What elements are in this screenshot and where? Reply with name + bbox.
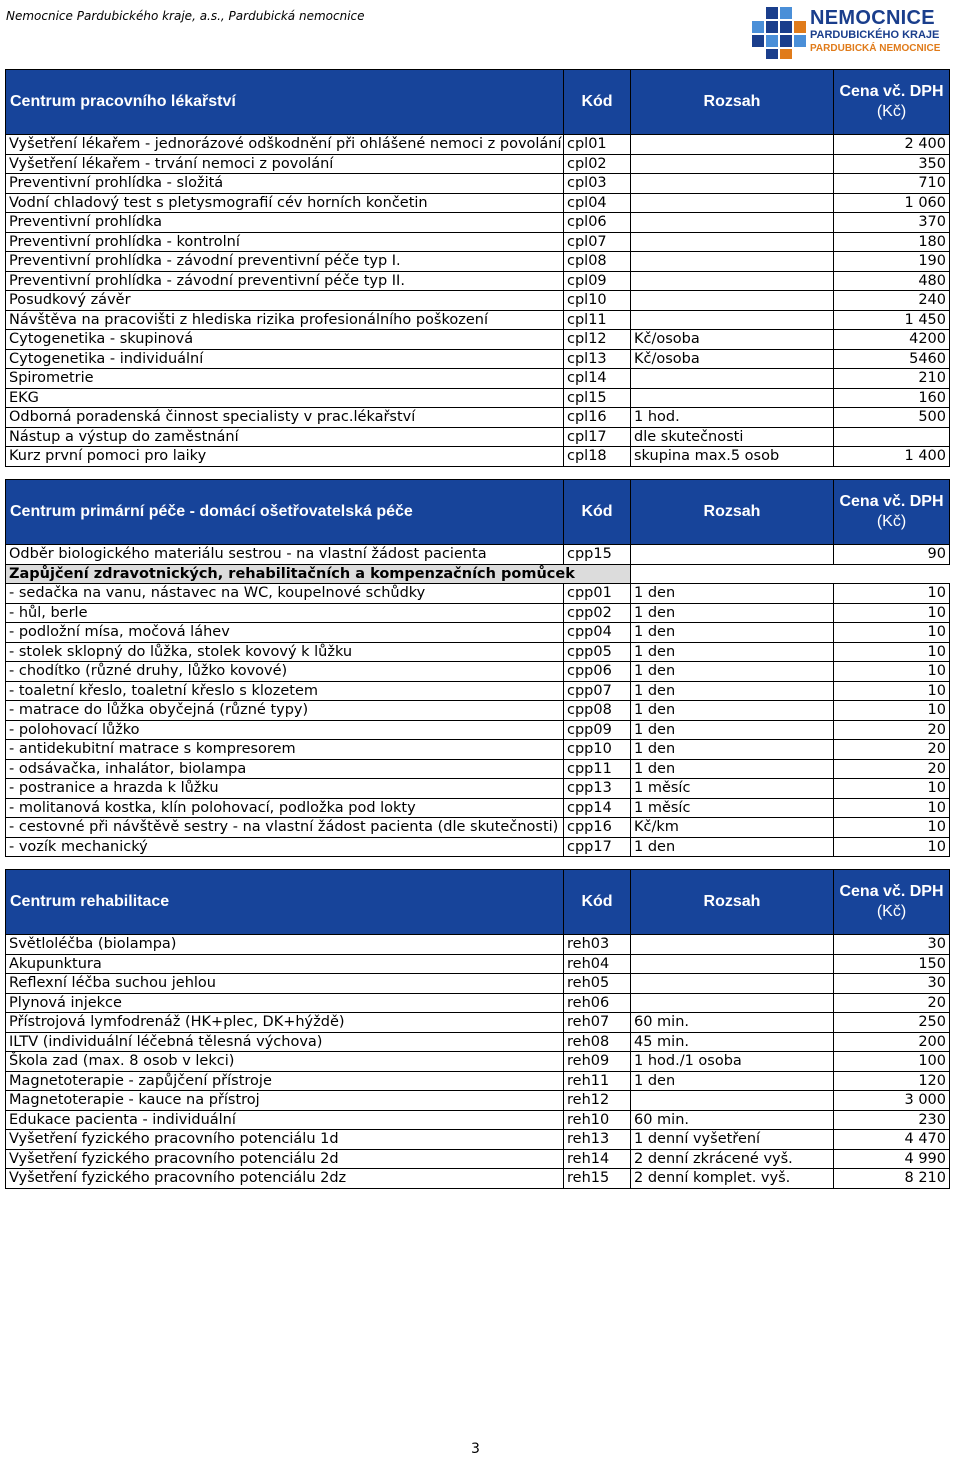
service-name: Vodní chladový test s pletysmografií cév horních končetin	[6, 193, 564, 213]
table-row	[6, 174, 950, 194]
table-header	[6, 480, 950, 545]
column-header-price: Cena vč. DPH (Kč)	[834, 870, 950, 935]
service-price: 4200	[834, 330, 950, 350]
service-name: Spirometrie	[6, 369, 564, 389]
service-price: 350	[834, 154, 950, 174]
service-name: Škola zad (max. 8 osob v lekci)	[6, 1052, 564, 1072]
service-range: Kč/osoba	[631, 349, 834, 369]
service-price: 4 990	[834, 1149, 950, 1169]
service-name: - vozík mechanický	[6, 837, 564, 857]
subheading: Zapůjčení zdravotnických, rehabilitačních a kompenzačních pomůcek	[6, 564, 631, 584]
table-row	[6, 408, 950, 428]
logo-subtitle-2: PARDUBICKÁ NEMOCNICE	[810, 43, 941, 54]
service-price	[834, 427, 950, 447]
service-name: Odborná poradenská činnost specialisty v prac.lékařství	[6, 408, 564, 428]
service-price: 240	[834, 291, 950, 311]
service-price: 120	[834, 1071, 950, 1091]
service-range	[631, 154, 834, 174]
service-code: cpl14	[564, 369, 631, 389]
service-price: 100	[834, 1052, 950, 1072]
table-row	[6, 642, 950, 662]
service-code: cpp09	[564, 720, 631, 740]
service-range	[631, 193, 834, 213]
table-row	[6, 291, 950, 311]
service-name: Světloléčba (biolampa)	[6, 935, 564, 955]
table-row	[6, 740, 950, 760]
table-row	[6, 837, 950, 857]
service-code: cpl15	[564, 388, 631, 408]
service-code: cpl16	[564, 408, 631, 428]
service-code: reh10	[564, 1110, 631, 1130]
service-price: 10	[834, 779, 950, 799]
service-name: - odsávačka, inhalátor, biolampa	[6, 759, 564, 779]
service-code: cpp05	[564, 642, 631, 662]
logo-title: NEMOCNICE	[810, 7, 935, 29]
table-row	[6, 1091, 950, 1111]
table-row	[6, 310, 950, 330]
service-price: 20	[834, 993, 950, 1013]
service-code: cpl02	[564, 154, 631, 174]
service-price: 10	[834, 818, 950, 838]
service-range: 1 den	[631, 584, 834, 604]
service-name: Vyšetření fyzického pracovního potenciálu 2d	[6, 1149, 564, 1169]
service-code: reh12	[564, 1091, 631, 1111]
service-range: 1 den	[631, 603, 834, 623]
service-code: cpl18	[564, 447, 631, 467]
table-row	[6, 818, 950, 838]
service-name: Reflexní léčba suchou jehlou	[6, 974, 564, 994]
table-row	[6, 662, 950, 682]
service-name: Magnetoterapie - zapůjčení přístroje	[6, 1071, 564, 1091]
section-title: Centrum pracovního lékařství	[6, 70, 564, 135]
service-range: 1 den	[631, 740, 834, 760]
service-range	[631, 369, 834, 389]
service-name: Vyšetření fyzického pracovního potenciálu 2dz	[6, 1169, 564, 1189]
service-code: cpl04	[564, 193, 631, 213]
table-row	[6, 135, 950, 155]
service-range: 1 den	[631, 701, 834, 721]
service-name: Preventivní prohlídka	[6, 213, 564, 233]
subheading-row	[6, 564, 950, 584]
price-table-occupational-medicine	[5, 69, 950, 467]
service-range: 1 denní vyšetření	[631, 1130, 834, 1150]
service-code: reh06	[564, 993, 631, 1013]
service-price: 500	[834, 408, 950, 428]
service-code: cpp07	[564, 681, 631, 701]
service-code: cpl07	[564, 232, 631, 252]
service-range: 1 den	[631, 720, 834, 740]
service-code: cpl11	[564, 310, 631, 330]
table-row	[6, 1071, 950, 1091]
table-row	[6, 720, 950, 740]
service-code: reh09	[564, 1052, 631, 1072]
service-name: Nástup a výstup do zaměstnání	[6, 427, 564, 447]
table-row	[6, 1169, 950, 1189]
service-price: 250	[834, 1013, 950, 1033]
column-header-price: Cena vč. DPH (Kč)	[834, 480, 950, 545]
service-name: - podložní mísa, močová láhev	[6, 623, 564, 643]
service-price: 4 470	[834, 1130, 950, 1150]
service-price: 150	[834, 954, 950, 974]
service-code: cpl12	[564, 330, 631, 350]
service-code: cpp08	[564, 701, 631, 721]
service-price: 2 400	[834, 135, 950, 155]
service-name: Plynová injekce	[6, 993, 564, 1013]
service-name: Preventivní prohlídka - závodní preventivní péče typ I.	[6, 252, 564, 272]
table-row	[6, 1110, 950, 1130]
service-price: 30	[834, 935, 950, 955]
table-row	[6, 427, 950, 447]
service-price: 1 400	[834, 447, 950, 467]
service-range: 1 hod.	[631, 408, 834, 428]
service-range	[631, 252, 834, 272]
service-code: reh11	[564, 1071, 631, 1091]
service-name: - chodítko (různé druhy, lůžko kovové)	[6, 662, 564, 682]
service-price: 1 060	[834, 193, 950, 213]
hospital-logo	[748, 5, 958, 61]
service-price: 200	[834, 1032, 950, 1052]
service-price: 10	[834, 837, 950, 857]
service-name: Návštěva na pracovišti z hlediska rizika profesionálního poškození	[6, 310, 564, 330]
table-row	[6, 779, 950, 799]
service-code: cpp11	[564, 759, 631, 779]
service-name: Kurz první pomoci pro laiky	[6, 447, 564, 467]
logo-subtitle: PARDUBICKÉHO KRAJE	[810, 29, 940, 41]
column-header-price: Cena vč. DPH (Kč)	[834, 70, 950, 135]
service-code: cpp14	[564, 798, 631, 818]
service-code: reh13	[564, 1130, 631, 1150]
table-row	[6, 1013, 950, 1033]
service-name: Vyšetření lékařem - jednorázové odškodnění při ohlášené nemoci z povolání	[6, 135, 564, 155]
service-code: cpl17	[564, 427, 631, 447]
service-code: cpp13	[564, 779, 631, 799]
service-name: Vyšetření lékařem - trvání nemoci z povolání	[6, 154, 564, 174]
service-code: cpp01	[564, 584, 631, 604]
column-header-code: Kód	[564, 480, 631, 545]
service-code: cpl09	[564, 271, 631, 291]
service-price: 10	[834, 623, 950, 643]
table-row	[6, 954, 950, 974]
table-row: Odběr biologického materiálu sestrou - na vlastní žádost pacienta cpp15 90	[6, 545, 950, 565]
service-price: 20	[834, 740, 950, 760]
service-range: 2 denní komplet. vyš.	[631, 1169, 834, 1189]
service-price: 10	[834, 603, 950, 623]
column-header-range: Rozsah	[631, 70, 834, 135]
service-code: reh15	[564, 1169, 631, 1189]
service-code: cpl08	[564, 252, 631, 272]
service-range: 1 měsíc	[631, 798, 834, 818]
service-code: reh04	[564, 954, 631, 974]
service-name: EKG	[6, 388, 564, 408]
service-code: cpl03	[564, 174, 631, 194]
service-price: 8 210	[834, 1169, 950, 1189]
service-range: 1 den	[631, 642, 834, 662]
service-range: 1 den	[631, 1071, 834, 1091]
table-row	[6, 213, 950, 233]
service-range: 1 den	[631, 759, 834, 779]
service-price: 10	[834, 798, 950, 818]
service-price: 480	[834, 271, 950, 291]
table-header	[6, 70, 950, 135]
table-row	[6, 193, 950, 213]
service-name: Preventivní prohlídka - závodní preventivní péče typ II.	[6, 271, 564, 291]
service-name: - sedačka na vanu, nástavec na WC, koupelnové schůdky	[6, 584, 564, 604]
table-row	[6, 623, 950, 643]
table-row	[6, 798, 950, 818]
service-price: 20	[834, 759, 950, 779]
service-price: 710	[834, 174, 950, 194]
service-price: 210	[834, 369, 950, 389]
column-header-code: Kód	[564, 870, 631, 935]
table-row	[6, 271, 950, 291]
service-code: cpp10	[564, 740, 631, 760]
service-code: cpl13	[564, 349, 631, 369]
service-price: 1 450	[834, 310, 950, 330]
organization-name: Nemocnice Pardubického kraje, a.s., Pardubická nemocnice	[6, 9, 365, 23]
service-range: 1 den	[631, 623, 834, 643]
service-range: Kč/osoba	[631, 330, 834, 350]
section-title: Centrum primární péče - domácí ošetřovatelská péče	[6, 480, 564, 545]
service-name: Preventivní prohlídka - složitá	[6, 174, 564, 194]
service-price: 20	[834, 720, 950, 740]
service-range	[631, 310, 834, 330]
table-row	[6, 349, 950, 369]
service-code: cpl01	[564, 135, 631, 155]
service-range	[631, 291, 834, 311]
column-header-code: Kód	[564, 70, 631, 135]
service-price: 180	[834, 232, 950, 252]
service-range	[631, 954, 834, 974]
service-price: 370	[834, 213, 950, 233]
service-range: 45 min.	[631, 1032, 834, 1052]
service-price: 30	[834, 974, 950, 994]
service-code: cpp04	[564, 623, 631, 643]
service-range	[631, 388, 834, 408]
service-name: ILTV (individuální léčebná tělesná výchova)	[6, 1032, 564, 1052]
table-row	[6, 447, 950, 467]
table-row	[6, 330, 950, 350]
table-row	[6, 935, 950, 955]
table-row	[6, 388, 950, 408]
service-range	[631, 135, 834, 155]
service-range	[631, 213, 834, 233]
service-name: Vyšetření fyzického pracovního potenciálu 1d	[6, 1130, 564, 1150]
table-row	[6, 603, 950, 623]
service-range: 2 denní zkrácené vyš.	[631, 1149, 834, 1169]
service-code: cpp16	[564, 818, 631, 838]
service-name: Posudkový závěr	[6, 291, 564, 311]
cross-logo-icon	[748, 5, 808, 61]
service-name: - postranice a hrazda k lůžku	[6, 779, 564, 799]
page-number: 3	[471, 1441, 480, 1457]
service-code: cpp06	[564, 662, 631, 682]
service-code: cpl10	[564, 291, 631, 311]
service-name: - polohovací lůžko	[6, 720, 564, 740]
table-row	[6, 701, 950, 721]
service-code: reh05	[564, 974, 631, 994]
service-name: - antidekubitní matrace s kompresorem	[6, 740, 564, 760]
service-price: 10	[834, 662, 950, 682]
service-range	[631, 174, 834, 194]
service-range: 60 min.	[631, 1013, 834, 1033]
table-row	[6, 369, 950, 389]
service-range	[631, 232, 834, 252]
table-row	[6, 232, 950, 252]
service-range: 60 min.	[631, 1110, 834, 1130]
service-range	[631, 271, 834, 291]
service-range: 1 měsíc	[631, 779, 834, 799]
service-price: 5460	[834, 349, 950, 369]
service-name: Akupunktura	[6, 954, 564, 974]
service-name: Cytogenetika - individuální	[6, 349, 564, 369]
service-name: - hůl, berle	[6, 603, 564, 623]
service-range: 1 den	[631, 662, 834, 682]
service-price: 10	[834, 642, 950, 662]
table-row	[6, 584, 950, 604]
service-name: - matrace do lůžka obyčejná (různé typy)	[6, 701, 564, 721]
service-code: reh07	[564, 1013, 631, 1033]
service-code: reh14	[564, 1149, 631, 1169]
table-row	[6, 1149, 950, 1169]
service-price: 10	[834, 584, 950, 604]
table-header	[6, 870, 950, 935]
service-price: 160	[834, 388, 950, 408]
service-range: skupina max.5 osob	[631, 447, 834, 467]
service-price: 10	[834, 701, 950, 721]
service-code: cpp02	[564, 603, 631, 623]
service-name: - molitanová kostka, klín polohovací, podložka pod lokty	[6, 798, 564, 818]
service-price: 3 000	[834, 1091, 950, 1111]
service-name: Cytogenetika - skupinová	[6, 330, 564, 350]
table-row	[6, 993, 950, 1013]
service-range: dle skutečnosti	[631, 427, 834, 447]
service-name: Přístrojová lymfodrenáž (HK+plec, DK+hýždě)	[6, 1013, 564, 1033]
section-title: Centrum rehabilitace	[6, 870, 564, 935]
column-header-range: Rozsah	[631, 480, 834, 545]
service-name: - stolek sklopný do lůžka, stolek kovový k lůžku	[6, 642, 564, 662]
service-range: 1 hod./1 osoba	[631, 1052, 834, 1072]
service-name: Magnetoterapie - kauce na přístroj	[6, 1091, 564, 1111]
table-row	[6, 252, 950, 272]
service-price: 190	[834, 252, 950, 272]
table-row	[6, 974, 950, 994]
service-range	[631, 993, 834, 1013]
column-header-range: Rozsah	[631, 870, 834, 935]
table-row	[6, 1032, 950, 1052]
service-range: 1 den	[631, 681, 834, 701]
service-price: 230	[834, 1110, 950, 1130]
price-table-rehabilitation	[5, 869, 950, 1189]
service-code: cpp17	[564, 837, 631, 857]
service-price: 10	[834, 681, 950, 701]
service-name: - cestovné při návštěvě sestry - na vlastní žádost pacienta (dle skutečnosti)	[6, 818, 564, 838]
service-name: Edukace pacienta - individuální	[6, 1110, 564, 1130]
service-name: Preventivní prohlídka - kontrolní	[6, 232, 564, 252]
service-range	[631, 974, 834, 994]
service-range	[631, 935, 834, 955]
table-row	[6, 681, 950, 701]
service-code: reh03	[564, 935, 631, 955]
table-row	[6, 759, 950, 779]
service-range: Kč/km	[631, 818, 834, 838]
service-code: reh08	[564, 1032, 631, 1052]
service-range	[631, 1091, 834, 1111]
table-row	[6, 1052, 950, 1072]
service-range: 1 den	[631, 837, 834, 857]
table-row	[6, 154, 950, 174]
service-name: - toaletní křeslo, toaletní křeslo s klozetem	[6, 681, 564, 701]
price-table-home-care	[5, 479, 950, 857]
service-code: cpl06	[564, 213, 631, 233]
table-row	[6, 1130, 950, 1150]
